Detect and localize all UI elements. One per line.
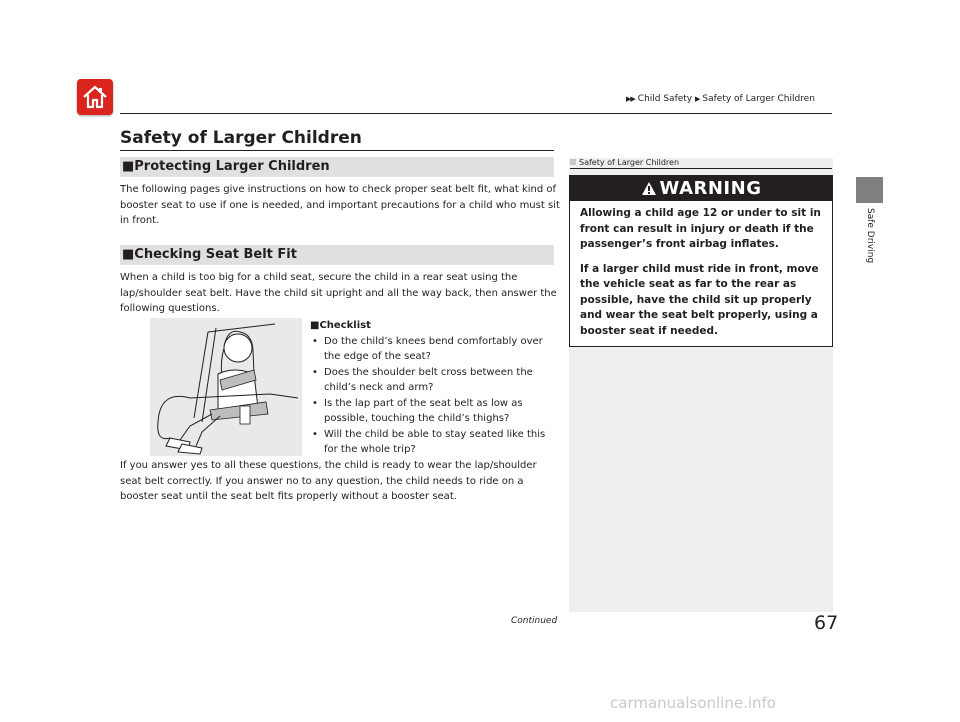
sidebar-marker-icon <box>570 159 576 165</box>
checklist-title: ■Checklist <box>310 320 371 331</box>
breadcrumb-arrow-icon: ▶▶ <box>626 95 635 103</box>
checklist <box>310 318 560 458</box>
checklist-item: • Does the shoulder belt cross between the child’s neck and arm? <box>310 365 560 396</box>
continued-label: Continued <box>511 616 558 626</box>
breadcrumb-link-child-safety[interactable]: Child Safety <box>637 94 693 104</box>
page-title: Safety of Larger Children <box>120 128 362 148</box>
section-heading-protecting <box>120 157 554 177</box>
warning-paragraph: If a larger child must ride in front, move the vehicle seat as far to the rear as possible, have the child sit up properly and wear the seat belt properly, using a booster seat if needed. <box>580 262 819 337</box>
section-heading-text: ■Checking Seat Belt Fit <box>122 247 297 262</box>
header-divider <box>120 113 832 114</box>
section-heading-checking <box>120 245 554 265</box>
watermark: carmanualsonline.info <box>610 694 776 712</box>
sidebar-heading <box>570 158 679 167</box>
checklist-item: • Is the lap part of the seat belt as low as possible, touching the child’s thighs? <box>310 396 560 427</box>
checklist-item: • Will the child be able to stay seated like this for the whole trip? <box>310 427 560 458</box>
section-heading-text: ■Protecting Larger Children <box>122 159 330 174</box>
warning-triangle-icon <box>641 181 657 196</box>
breadcrumb <box>626 94 815 104</box>
warning-label: WARNING <box>659 178 762 199</box>
section-side-label[interactable] <box>850 208 890 278</box>
checklist-items <box>310 334 560 458</box>
child-in-seatbelt-illustration <box>150 318 302 456</box>
warning-box <box>569 175 833 347</box>
section-tab-marker[interactable] <box>856 177 883 203</box>
checklist-item: • Do the child’s knees bend comfortably over the edge of the seat? <box>310 334 560 365</box>
warning-header <box>570 176 832 201</box>
breadcrumb-current: Safety of Larger Children <box>702 94 815 104</box>
breadcrumb-arrow-icon: ▶ <box>695 95 700 103</box>
title-divider <box>120 150 554 151</box>
warning-paragraph: Allowing a child age 12 or under to sit in front can result in injury or death if the passenger’s front airbag inflates. <box>580 207 821 250</box>
instruction-paragraph: When a child is too big for a child seat, secure the child in a rear seat using the lap/shoulder seat belt. Have the child sit upright and all the way back, then answer the following questions. <box>120 272 557 314</box>
conclusion-paragraph: If you answer yes to all these questions, the child is ready to wear the lap/shoulder seat belt correctly. If you answer no to any question, the child needs to ride on a booster seat until the seat belt fits properly without a booster seat. <box>120 460 537 502</box>
home-icon <box>81 83 109 111</box>
warning-text <box>580 206 826 348</box>
intro-paragraph: The following pages give instructions on how to check proper seat belt fit, what kind of booster seat to use if one is needed, and important precautions for a child who must sit in front. <box>120 184 560 226</box>
section-side-label-text: Safe Driving <box>865 208 875 264</box>
sidebar-heading-text: Safety of Larger Children <box>579 158 680 167</box>
sidebar-divider <box>570 168 832 169</box>
page-number: 67 <box>814 612 839 634</box>
home-button[interactable] <box>77 79 113 115</box>
